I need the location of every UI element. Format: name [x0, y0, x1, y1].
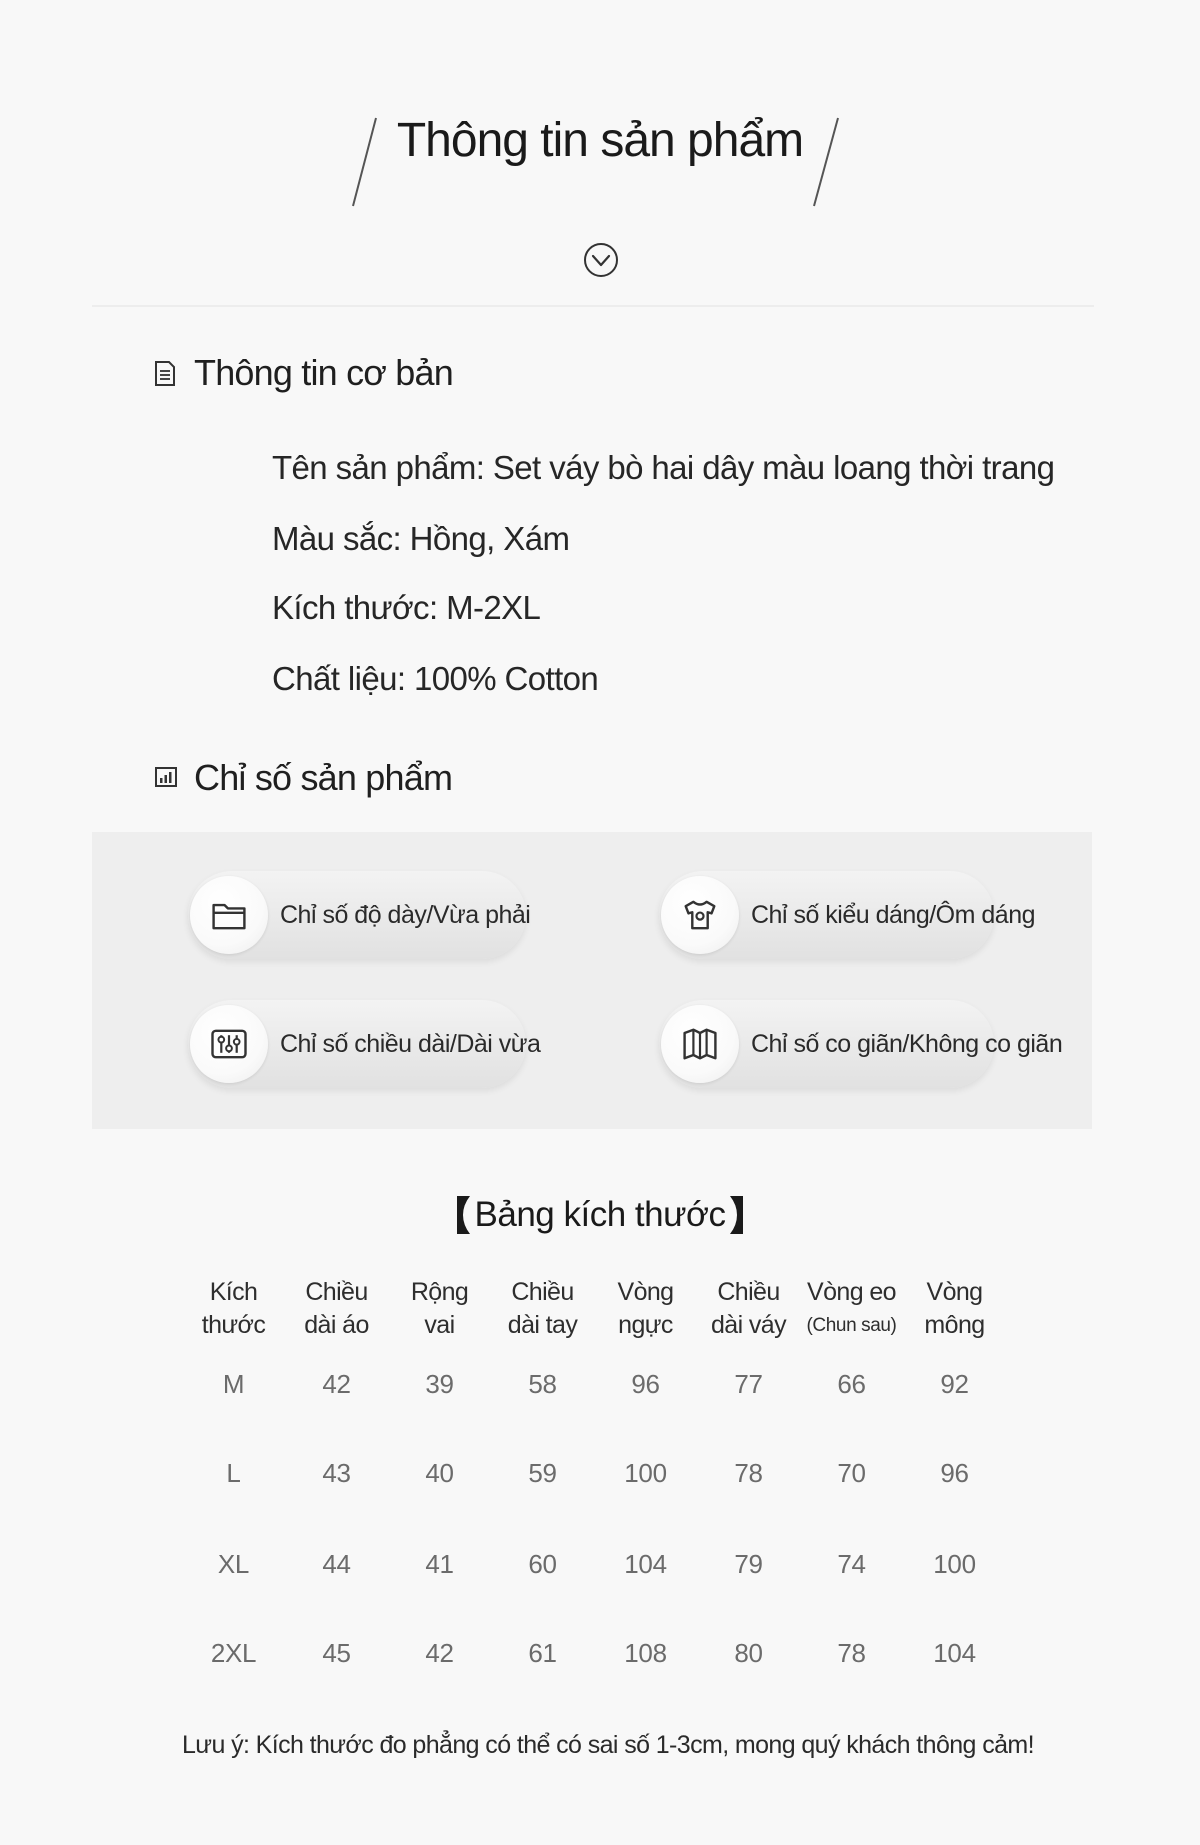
header-line: Chiều	[511, 1278, 574, 1306]
table-cell: 74	[837, 1549, 866, 1579]
table-cell: 40	[425, 1458, 454, 1488]
basic-info-heading: Thông tin cơ bản	[194, 352, 453, 393]
page-title: Thông tin sản phẩm	[396, 114, 804, 167]
index-label: Chỉ số độ dày/Vừa phải	[280, 901, 531, 929]
index-length	[188, 1000, 541, 1088]
sliders-icon	[207, 1022, 251, 1066]
header-line: Kích	[209, 1278, 258, 1306]
header-line: ngực	[618, 1311, 673, 1339]
table-cell: XL	[217, 1549, 250, 1579]
header-line: Chiều	[717, 1278, 780, 1306]
index-icon-circle	[661, 876, 739, 954]
info-product-name: Tên sản phẩm: Set váy bò hai dây màu loang thời trang	[272, 449, 1055, 486]
divider	[92, 305, 1094, 307]
tshirt-icon	[678, 893, 722, 937]
table-cell: 70	[837, 1458, 866, 1488]
table-row	[182, 1364, 1006, 1404]
table-cell: 60	[528, 1549, 557, 1579]
table-row	[182, 1633, 1006, 1673]
info-material: Chất liệu: 100% Cotton	[272, 660, 599, 697]
header-line: dài áo	[304, 1311, 369, 1339]
index-thickness	[188, 871, 531, 959]
info-size: Kích thước: M-2XL	[272, 589, 541, 626]
table-cell: 41	[425, 1549, 454, 1579]
table-cell: 42	[322, 1369, 351, 1399]
info-color: Màu sắc: Hồng, Xám	[272, 520, 570, 557]
index-icon-circle	[661, 1005, 739, 1083]
chevron-down-icon[interactable]	[585, 244, 617, 276]
table-cell: 96	[631, 1369, 660, 1399]
table-row	[182, 1453, 1006, 1493]
table-cell: 59	[528, 1458, 557, 1488]
table-cell: 2XL	[210, 1638, 257, 1668]
table-cell: L	[226, 1458, 241, 1488]
bracket-right-icon	[729, 1195, 745, 1235]
table-cell: 66	[837, 1369, 866, 1399]
header-line: vai	[424, 1311, 455, 1339]
folded-map-icon	[678, 1022, 722, 1066]
table-cell: 104	[933, 1638, 976, 1668]
table-cell: 43	[322, 1458, 351, 1488]
header-shoulder	[388, 1276, 491, 1342]
index-icon-circle	[190, 876, 268, 954]
table-cell: 78	[734, 1458, 763, 1488]
table-cell: 45	[322, 1638, 351, 1668]
index-fit	[659, 871, 1036, 959]
index-label: Chỉ số chiều dài/Dài vừa	[280, 1030, 541, 1058]
header-bust	[594, 1276, 697, 1342]
table-cell: 39	[425, 1369, 454, 1399]
table-cell: 104	[624, 1549, 667, 1579]
header-line: Vòng	[617, 1278, 674, 1306]
table-cell: 80	[734, 1638, 763, 1668]
table-cell: 92	[940, 1369, 969, 1399]
header-size	[182, 1276, 285, 1342]
header-line: Chiều	[305, 1278, 368, 1306]
table-cell: 100	[933, 1549, 976, 1579]
size-note: Lưu ý: Kích thước đo phẳng có thể có sai số 1-3cm, mong quý khách thông cảm!	[182, 1731, 1034, 1759]
table-cell: M	[222, 1369, 245, 1399]
table-cell: 78	[837, 1638, 866, 1668]
table-cell: 100	[624, 1458, 667, 1488]
table-cell: 108	[624, 1638, 667, 1668]
table-cell: 58	[528, 1369, 557, 1399]
table-cell: 61	[528, 1638, 557, 1668]
table-cell: 96	[940, 1458, 969, 1488]
folder-icon	[207, 893, 251, 937]
header-skirt-length	[697, 1276, 800, 1342]
size-table-title-text: Bảng kích thước	[474, 1195, 726, 1234]
header-line: mông	[924, 1311, 985, 1339]
header-line: dài váy	[710, 1311, 786, 1339]
bar-chart-icon	[154, 765, 178, 789]
index-label: Chỉ số kiểu dáng/Ôm dáng	[751, 901, 1036, 929]
size-table-title	[0, 1192, 1200, 1238]
header-line: thước	[201, 1311, 266, 1339]
document-icon	[154, 360, 176, 387]
table-cell: 44	[322, 1549, 351, 1579]
bracket-left-icon	[455, 1195, 471, 1235]
header-line: (Chun sau)	[806, 1315, 897, 1336]
header-waist	[800, 1276, 903, 1342]
table-row	[182, 1544, 1006, 1584]
table-cell: 79	[734, 1549, 763, 1579]
header-hip	[903, 1276, 1006, 1342]
header-line: Rộng	[410, 1278, 469, 1306]
table-cell: 42	[425, 1638, 454, 1668]
indices-heading: Chỉ số sản phẩm	[194, 757, 453, 798]
index-label: Chỉ số co giãn/Không co giãn	[751, 1030, 1063, 1058]
header-line: Vòng eo	[807, 1278, 896, 1306]
header-sleeve	[491, 1276, 594, 1342]
header-line: Vòng	[926, 1278, 983, 1306]
table-cell: 77	[734, 1369, 763, 1399]
table-header-row	[182, 1276, 1006, 1342]
header-line: dài tay	[507, 1311, 578, 1339]
index-stretch	[659, 1000, 1063, 1088]
header-top-length	[285, 1276, 388, 1342]
index-icon-circle	[190, 1005, 268, 1083]
